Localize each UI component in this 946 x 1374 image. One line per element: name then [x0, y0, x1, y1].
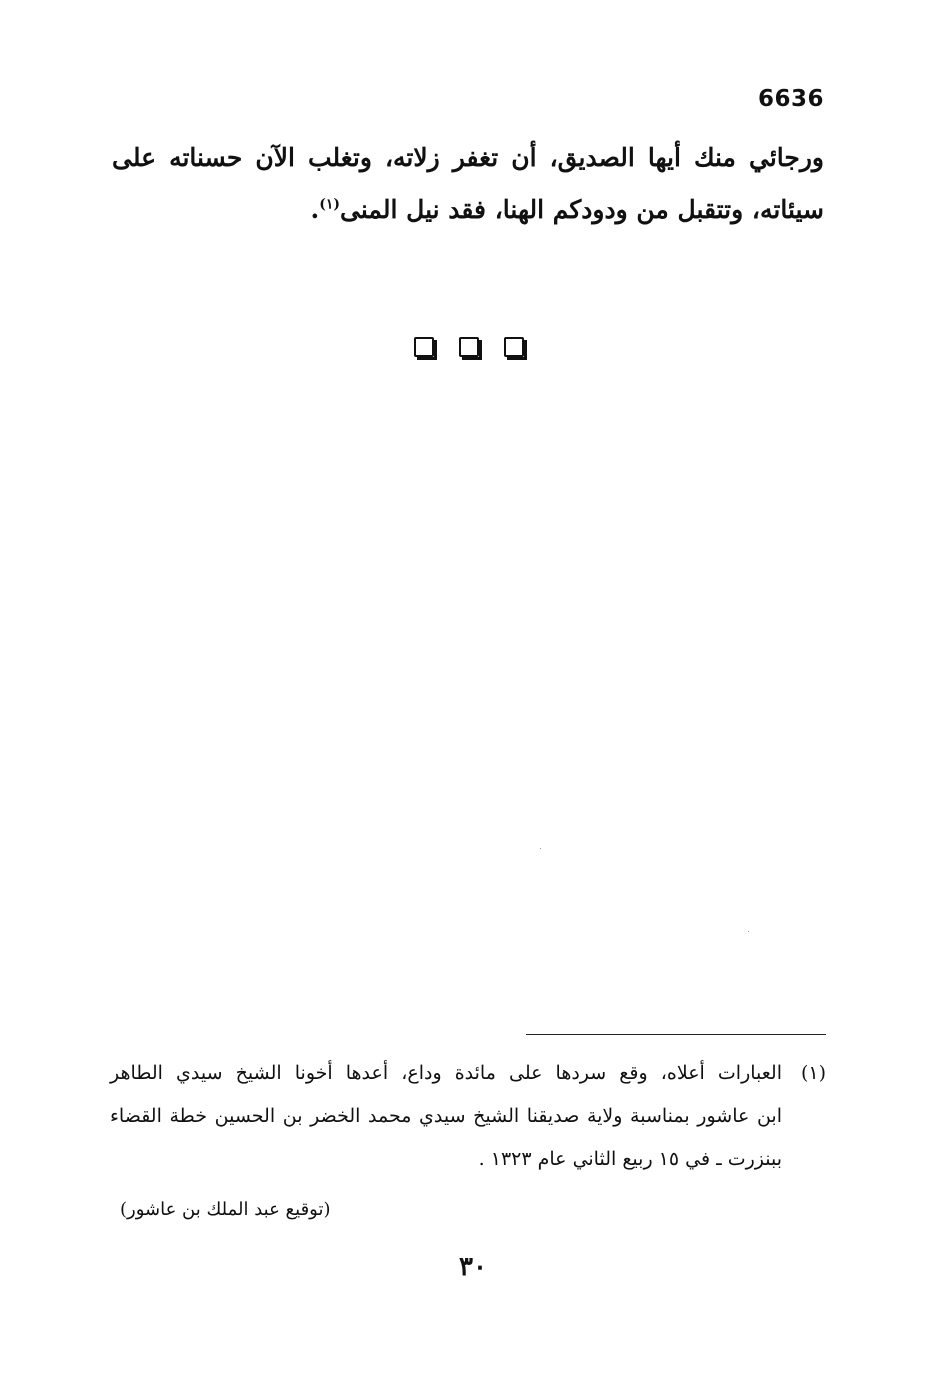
square-mark-icon [504, 337, 524, 357]
footnote-number: (١) [800, 1062, 826, 1084]
square-mark-icon [459, 337, 479, 357]
page-number: ٣٠ [459, 1252, 487, 1282]
footnote-divider [526, 1034, 826, 1035]
footnote-line-3: ببنزرت ـ في ١٥ ربيع الثاني عام ١٣٢٣ . [478, 1148, 782, 1170]
footnote [110, 1052, 826, 1181]
scan-speck [540, 848, 541, 849]
footnote-line-1-text: العبارات أعلاه، وقع سردها على مائدة وداع، أعدها أخونا الشيخ سيدي الطاهر [110, 1062, 782, 1084]
square-mark-icon [414, 337, 434, 357]
footnote-line-1 [110, 1052, 826, 1095]
body-paragraph [112, 132, 824, 236]
section-separator [414, 337, 524, 363]
page-id: 6636 [757, 86, 824, 112]
footnote-line-2: ابن عاشور بمناسبة ولاية صديقنا الشيخ سيدي محمد الخضر بن الحسين خطة القضاء [110, 1105, 782, 1127]
body-line-2-end: . [310, 195, 320, 224]
body-line-2 [112, 184, 824, 236]
signature-note: (توقيع عبد الملك بن عاشور) [120, 1199, 331, 1220]
body-line-1: ورجائي منك أيها الصديق، أن تغفر زلاته، وتغلب الآن حسناته على [112, 143, 824, 172]
scan-speck [748, 931, 749, 932]
footnote-reference: (١) [319, 196, 341, 213]
body-line-2-text: سيئاته، وتتقبل من ودودكم الهنا، فقد نيل المنى [340, 195, 824, 224]
